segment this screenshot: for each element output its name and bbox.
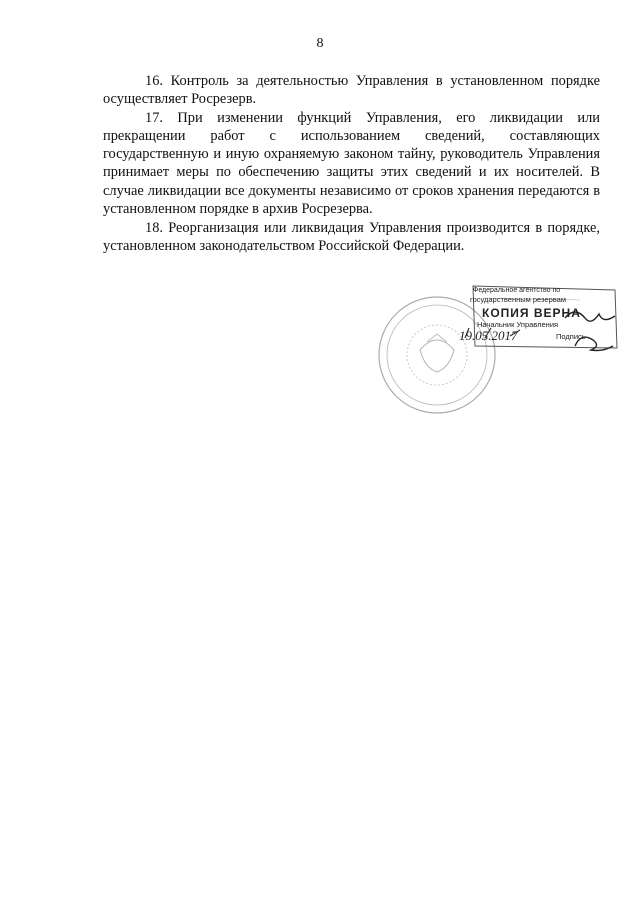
paragraph-17: 17. При изменении функций Управления, его ликвидации или прекращении работ с использованием сведений, составляющих государственную и иную охраняемую законом тайну, руководитель Управления принимает меры по обеспечению защиты этих сведений и их носителей. В случае ликвидации все документы независимо от сроков хранения передаются в установленном порядке в архив Росрезерва. <box>103 110 600 217</box>
stamp-agency-line1: Федеральное агентство по <box>473 287 561 294</box>
certification-stamp <box>375 280 625 430</box>
stamp-handwritten-date: 19.05.2017 <box>459 328 518 343</box>
round-seal <box>379 297 495 413</box>
paragraph-18: 18. Реорганизация или ликвидация Управления производится в порядке, установленном законодательством Российской Федерации. <box>103 219 600 254</box>
stamp-signature-label: Подпись <box>556 332 586 341</box>
stamp-title: КОПИЯ ВЕРНА <box>482 306 581 320</box>
paragraph-16: 16. Контроль за деятельностью Управления в установленном порядке осуществляет Росрезерв. <box>103 73 600 108</box>
page-number: 8 <box>316 36 324 51</box>
stamp-agency-line2: государственным резервам <box>470 295 566 304</box>
stamp-position: Начальник Управления <box>477 320 559 329</box>
document-body <box>103 72 600 256</box>
